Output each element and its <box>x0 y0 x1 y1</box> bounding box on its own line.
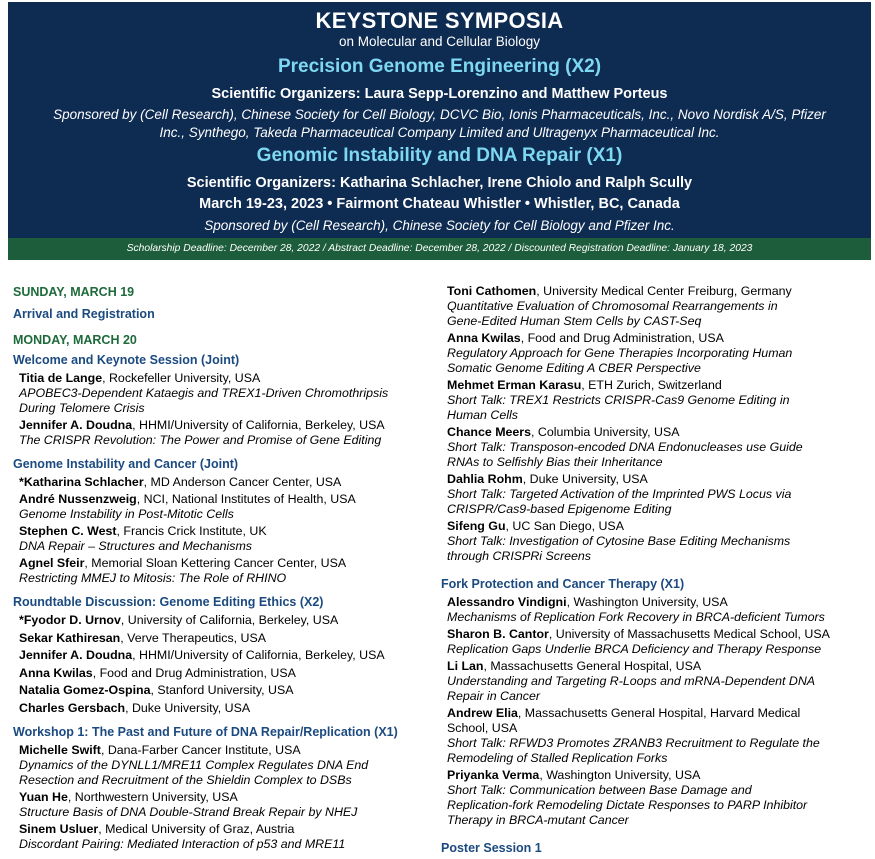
right-column <box>441 284 871 859</box>
talk-item <box>447 284 871 329</box>
speaker-affiliation: , University of Massachusetts Medical School, USA <box>548 627 830 641</box>
day-heading: SUNDAY, MARCH 19 <box>13 285 135 299</box>
speaker-name: Titia de Lange <box>19 371 103 385</box>
org-tagline: on Molecular and Cellular Biology <box>338 34 541 49</box>
talk-title: Short Talk: Targeted Activation of the Imprinted PWS Locus via <box>447 487 792 501</box>
talk-title: Therapy in BRCA-mutant Cancer <box>447 813 629 827</box>
talk-title: through CRISPRi Screens <box>447 549 591 563</box>
talk-title: Human Cells <box>447 408 518 422</box>
speaker-affiliation: , Washington University, USA <box>566 595 728 609</box>
speaker-name: André Nussenzweig <box>19 492 137 506</box>
meeting1-sponsors-line2: Inc., Synthego, Takeda Pharmaceutical Company Limited and Ultragenyx Pharmaceutical Inc. <box>159 125 720 140</box>
talk-item <box>19 556 423 586</box>
speaker-affiliation: , HHMI/University of California, Berkeley, USA <box>132 418 385 432</box>
talk-title: Short Talk: RFWD3 Promotes ZRANB3 Recruitment to Regulate the <box>447 736 820 750</box>
meeting1-sponsors-line1: Sponsored by (Cell Research), Chinese Society for Cell Biology, DCVC Bio, Ionis Pharmaceuticals, Inc., Novo Nordisk A/S, Pfizer <box>53 107 826 122</box>
talk-title: Repair in Cancer <box>447 689 540 703</box>
talk-title: Genome Instability in Post-Mitotic Cells <box>19 507 234 521</box>
talk-title: Remodeling of Stalled Replication Forks <box>447 751 668 765</box>
talk-item <box>19 743 423 788</box>
org-title: KEYSTONE SYMPOSIA <box>315 8 564 33</box>
meeting2-title: Genomic Instability and DNA Repair (X1) <box>256 145 623 166</box>
talk-title: Dynamics of the DYNLL1/MRE11 Complex Regulates DNA End <box>19 758 369 772</box>
speaker-affiliation: , Washington University, USA <box>539 768 701 782</box>
talk-title: Structure Basis of DNA Double-Strand Break Repair by NHEJ <box>19 805 358 819</box>
speaker-name: *Katharina Schlacher <box>19 475 144 489</box>
talk-item <box>447 331 871 376</box>
speaker-affiliation: , Dana-Farber Cancer Institute, USA <box>100 743 301 757</box>
speaker-affiliation: , Duke University, USA <box>522 472 648 486</box>
speaker-affiliation: , Rockefeller University, USA <box>102 371 261 385</box>
speaker-affiliation: , Massachusetts General Hospital, Harvard Medical <box>517 706 801 720</box>
talk-title: Understanding and Targeting R-Loops and mRNA-Dependent DNA <box>447 674 816 688</box>
talk-item <box>447 706 871 766</box>
talk-item <box>19 822 423 852</box>
session-arrival: Arrival and Registration <box>13 307 155 321</box>
talk-item <box>19 683 423 698</box>
deadlines-bar: Scholarship Deadline: December 28, 2022 / Abstract Deadline: December 28, 2022 / Discounted Registration Deadline: January 18, 2023 <box>8 238 871 260</box>
talk-item <box>447 472 871 517</box>
talk-item <box>19 613 423 628</box>
speaker-affiliation: , MD Anderson Cancer Center, USA <box>143 475 342 489</box>
session-title: Roundtable Discussion: Genome Editing Ethics (X2) <box>13 595 324 609</box>
speaker-affiliation: , HHMI/University of California, Berkeley, USA <box>132 648 385 662</box>
talk-title: Resection and Recruitment of the Shieldin Complex to DSBs <box>19 773 352 787</box>
speaker-affiliation: , Northwestern University, USA <box>67 790 238 804</box>
talk-item <box>447 425 871 470</box>
speaker-affiliation: , UC San Diego, USA <box>505 519 624 533</box>
talk-title: Short Talk: Transposon-encoded DNA Endonucleases use Guide <box>447 440 803 454</box>
talk-item <box>447 627 871 657</box>
session-title: Workshop 1: The Past and Future of DNA Repair/Replication (X1) <box>13 725 398 739</box>
meeting1-organizers: Scientific Organizers: Laura Sepp-Lorenzino and Matthew Porteus <box>211 86 668 102</box>
speaker-name: Natalia Gomez-Ospina <box>19 683 151 697</box>
talk-title: During Telomere Crisis <box>19 401 145 415</box>
speaker-affiliation: , University of California, Berkeley, USA <box>120 613 339 627</box>
speaker-affiliation: , ETH Zurich, Switzerland <box>581 378 722 392</box>
talk-title: Replication Gaps Underlie BRCA Deficiency and Therapy Response <box>447 642 822 656</box>
speaker-name: Yuan He <box>19 790 68 804</box>
talk-title: Gene-Edited Human Stem Cells by CAST-Seq <box>447 314 702 328</box>
speaker-name: Agnel Sfeir <box>19 556 85 570</box>
speaker-name: Sifeng Gu <box>447 519 506 533</box>
talk-title: DNA Repair – Structures and Mechanisms <box>19 539 252 553</box>
talk-title: Short Talk: TREX1 Restricts CRISPR-Cas9 Genome Editing in <box>447 393 790 407</box>
speaker-affiliation: , Memorial Sloan Kettering Cancer Center, USA <box>84 556 347 570</box>
speaker-name: Sinem Usluer <box>19 822 99 836</box>
speaker-affiliation: , Stanford University, USA <box>150 683 294 697</box>
talk-item <box>19 648 423 663</box>
speaker-name: *Fyodor D. Urnov <box>19 613 121 627</box>
speaker-affiliation: , Food and Drug Administration, USA <box>92 665 296 680</box>
speaker-name: Sekar Kathiresan <box>19 630 121 645</box>
talk-item <box>19 371 423 416</box>
speaker-affiliation: , Verve Therapeutics, USA <box>120 630 267 645</box>
speaker-affiliation: , Duke University, USA <box>125 700 251 715</box>
speaker-name: Dahlia Rohm <box>447 472 523 486</box>
speaker-name: Toni Cathomen <box>447 284 537 298</box>
talk-item <box>447 519 871 564</box>
talk-title: CRISPR/Cas9-based Epigenome Editing <box>447 502 672 516</box>
talk-title: Quantitative Evaluation of Chromosomal Rearrangements in <box>447 299 778 313</box>
speaker-affiliation: , Massachusetts General Hospital, USA <box>483 659 702 673</box>
speaker-name: Anna Kwilas <box>19 665 93 680</box>
speaker-name: Charles Gersbach <box>19 700 126 715</box>
talk-title: Restricting MMEJ to Mitosis: The Role of RHINO <box>19 571 287 585</box>
header-banner <box>8 2 871 238</box>
talk-title: Short Talk: Investigation of Cytosine Base Editing Mechanisms <box>447 534 791 548</box>
talk-title: The CRISPR Revolution: The Power and Promise of Gene Editing <box>19 433 382 447</box>
session-title: Genome Instability and Cancer (Joint) <box>13 457 239 471</box>
speaker-name: Jennifer A. Doudna <box>19 418 133 432</box>
talk-item <box>19 475 423 490</box>
talk-title: Somatic Genome Editing A CBER Perspective <box>447 361 701 375</box>
talk-item <box>19 492 423 522</box>
talk-item <box>19 524 423 554</box>
speaker-affiliation: , University Medical Center Freiburg, Germany <box>536 284 792 298</box>
meeting2-organizers: Scientific Organizers: Katharina Schlacher, Irene Chiolo and Ralph Scully <box>186 175 693 191</box>
speaker-name: Chance Meers <box>447 425 532 439</box>
speaker-name: Anna Kwilas <box>447 331 521 345</box>
talk-item <box>19 790 423 820</box>
speaker-affiliation: , Medical University of Graz, Austria <box>98 822 295 836</box>
speaker-name: Priyanka Verma <box>447 768 540 782</box>
speaker-name: Li Lan <box>447 659 484 673</box>
speaker-affiliation: , Food and Drug Administration, USA <box>520 331 724 345</box>
speaker-name: Sharon B. Cantor <box>447 627 549 641</box>
talk-title: Discordant Pairing: Mediated Interaction of p53 and MRE11 <box>19 837 346 851</box>
meeting2-sponsors: Sponsored by (Cell Research), Chinese Society for Cell Biology and Pfizer Inc. <box>204 218 675 233</box>
speaker-name: Jennifer A. Doudna <box>19 648 133 662</box>
speaker-name: Andrew Elia <box>447 706 518 720</box>
speaker-name: Mehmet Erman Karasu <box>447 378 582 392</box>
speaker-name: Michelle Swift <box>19 743 101 757</box>
talk-item <box>19 631 423 646</box>
speaker-affiliation: School, USA <box>447 721 518 735</box>
talk-title: Regulatory Approach for Gene Therapies Incorporating Human <box>447 346 793 360</box>
talk-item <box>447 595 871 625</box>
talk-title: Mechanisms of Replication Fork Recovery in BRCA-deficient Tumors <box>447 610 825 624</box>
left-column <box>13 284 423 854</box>
session-title: Poster Session 1 <box>441 841 542 855</box>
session-title: Welcome and Keynote Session (Joint) <box>13 353 240 367</box>
talk-title: Short Talk: Communication between Base Damage and <box>447 783 752 797</box>
talk-title: RNAs to Selfishly Bias their Inheritance <box>447 455 663 469</box>
talk-item <box>447 378 871 423</box>
talk-item <box>19 666 423 681</box>
speaker-affiliation: , Columbia University, USA <box>531 425 680 439</box>
talk-title: APOBEC3-Dependent Kataegis and TREX1-Driven Chromothripsis <box>19 386 389 400</box>
talk-title: Replication-fork Remodeling Dictate Responses to PARP Inhibitor <box>447 798 808 812</box>
meeting1-title: Precision Genome Engineering (X2) <box>277 56 602 77</box>
talk-item <box>447 659 871 704</box>
dates-location: March 19-23, 2023 • Fairmont Chateau Whistler • Whistler, BC, Canada <box>199 196 680 212</box>
speaker-affiliation: , Francis Crick Institute, UK <box>116 524 267 538</box>
speaker-affiliation: , NCI, National Institutes of Health, USA <box>136 492 356 506</box>
talk-item <box>19 701 423 716</box>
talk-item <box>447 768 871 828</box>
speaker-name: Alessandro Vindigni <box>447 595 567 609</box>
talk-item <box>19 418 423 448</box>
session-title: Fork Protection and Cancer Therapy (X1) <box>441 577 685 591</box>
day-heading: MONDAY, MARCH 20 <box>13 333 137 347</box>
speaker-name: Stephen C. West <box>19 524 117 538</box>
